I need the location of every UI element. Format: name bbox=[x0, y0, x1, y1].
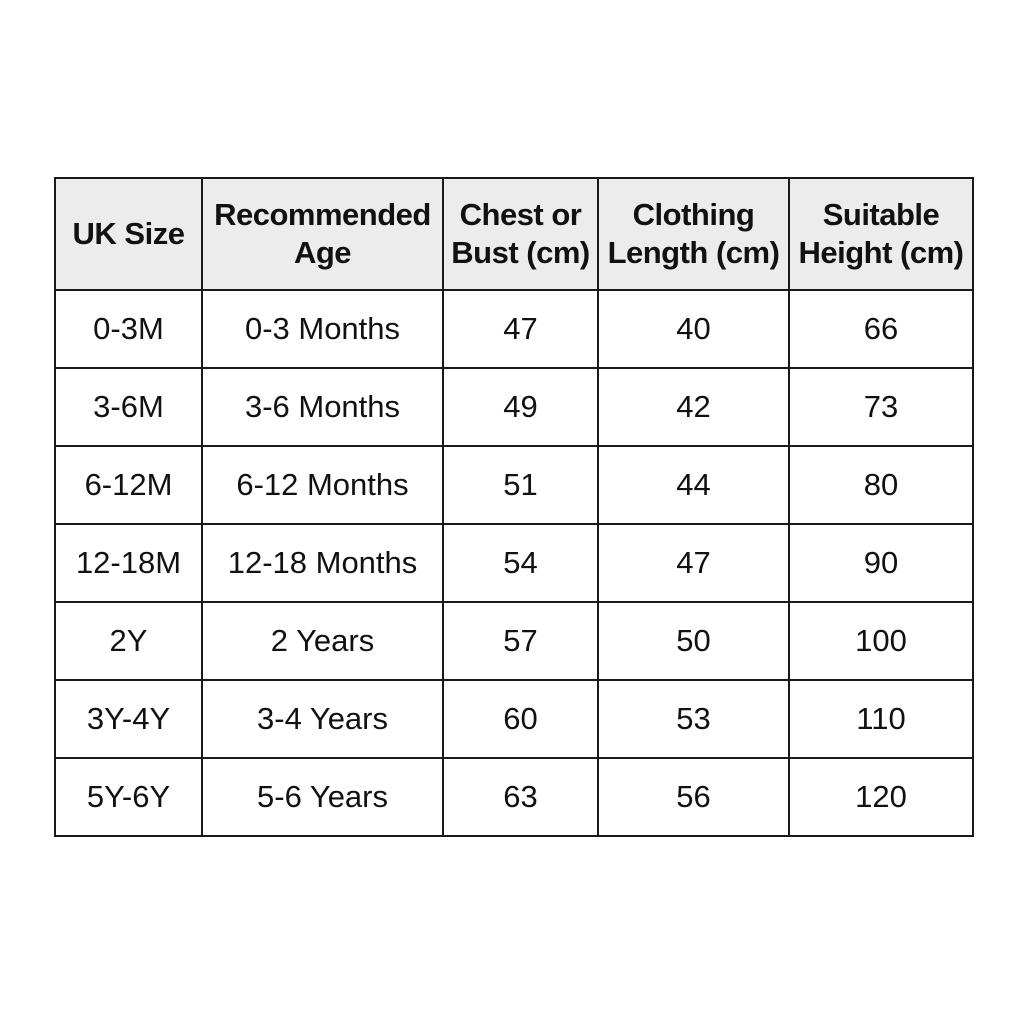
cell-recommended-age: 12-18 Months bbox=[202, 524, 443, 602]
table-row bbox=[55, 446, 973, 524]
cell-recommended-age: 2 Years bbox=[202, 602, 443, 680]
cell-uk-size: 2Y bbox=[55, 602, 202, 680]
cell-chest-or-bust: 49 bbox=[443, 368, 598, 446]
header-chest-or-bust bbox=[443, 178, 598, 290]
table-row bbox=[55, 524, 973, 602]
cell-clothing-length: 44 bbox=[598, 446, 789, 524]
table-row bbox=[55, 290, 973, 368]
table-row bbox=[55, 602, 973, 680]
header-label: Clothing bbox=[632, 197, 755, 232]
cell-suitable-height: 66 bbox=[789, 290, 973, 368]
cell-uk-size: 3-6M bbox=[55, 368, 202, 446]
header-label: Length (cm) bbox=[607, 235, 780, 270]
header-label: Bust (cm) bbox=[451, 235, 590, 270]
table-header bbox=[55, 178, 973, 290]
table-body bbox=[55, 290, 973, 836]
header-label: Chest or bbox=[459, 197, 582, 232]
header-suitable-height bbox=[789, 178, 973, 290]
cell-suitable-height: 90 bbox=[789, 524, 973, 602]
cell-clothing-length: 42 bbox=[598, 368, 789, 446]
cell-suitable-height: 120 bbox=[789, 758, 973, 836]
cell-suitable-height: 73 bbox=[789, 368, 973, 446]
header-label: Recommended bbox=[214, 197, 431, 232]
header-label: Suitable bbox=[822, 197, 940, 232]
header-clothing-length bbox=[598, 178, 789, 290]
cell-recommended-age: 0-3 Months bbox=[202, 290, 443, 368]
header-label: Height (cm) bbox=[798, 235, 964, 270]
cell-recommended-age: 3-6 Months bbox=[202, 368, 443, 446]
table-row bbox=[55, 758, 973, 836]
cell-chest-or-bust: 54 bbox=[443, 524, 598, 602]
table-row bbox=[55, 368, 973, 446]
cell-clothing-length: 47 bbox=[598, 524, 789, 602]
header-label: Age bbox=[293, 235, 352, 270]
cell-clothing-length: 40 bbox=[598, 290, 789, 368]
size-chart-table bbox=[54, 177, 974, 837]
cell-uk-size: 5Y-6Y bbox=[55, 758, 202, 836]
cell-recommended-age: 6-12 Months bbox=[202, 446, 443, 524]
header-recommended-age bbox=[202, 178, 443, 290]
cell-uk-size: 0-3M bbox=[55, 290, 202, 368]
cell-suitable-height: 80 bbox=[789, 446, 973, 524]
cell-clothing-length: 50 bbox=[598, 602, 789, 680]
cell-uk-size: 3Y-4Y bbox=[55, 680, 202, 758]
cell-chest-or-bust: 57 bbox=[443, 602, 598, 680]
cell-chest-or-bust: 63 bbox=[443, 758, 598, 836]
cell-suitable-height: 110 bbox=[789, 680, 973, 758]
header-row bbox=[55, 178, 973, 290]
cell-recommended-age: 3-4 Years bbox=[202, 680, 443, 758]
cell-clothing-length: 53 bbox=[598, 680, 789, 758]
cell-chest-or-bust: 47 bbox=[443, 290, 598, 368]
cell-uk-size: 12-18M bbox=[55, 524, 202, 602]
header-label: UK Size bbox=[72, 216, 185, 251]
cell-uk-size: 6-12M bbox=[55, 446, 202, 524]
cell-chest-or-bust: 60 bbox=[443, 680, 598, 758]
header-uk-size bbox=[55, 178, 202, 290]
cell-suitable-height: 100 bbox=[789, 602, 973, 680]
table-row bbox=[55, 680, 973, 758]
cell-chest-or-bust: 51 bbox=[443, 446, 598, 524]
cell-clothing-length: 56 bbox=[598, 758, 789, 836]
cell-recommended-age: 5-6 Years bbox=[202, 758, 443, 836]
